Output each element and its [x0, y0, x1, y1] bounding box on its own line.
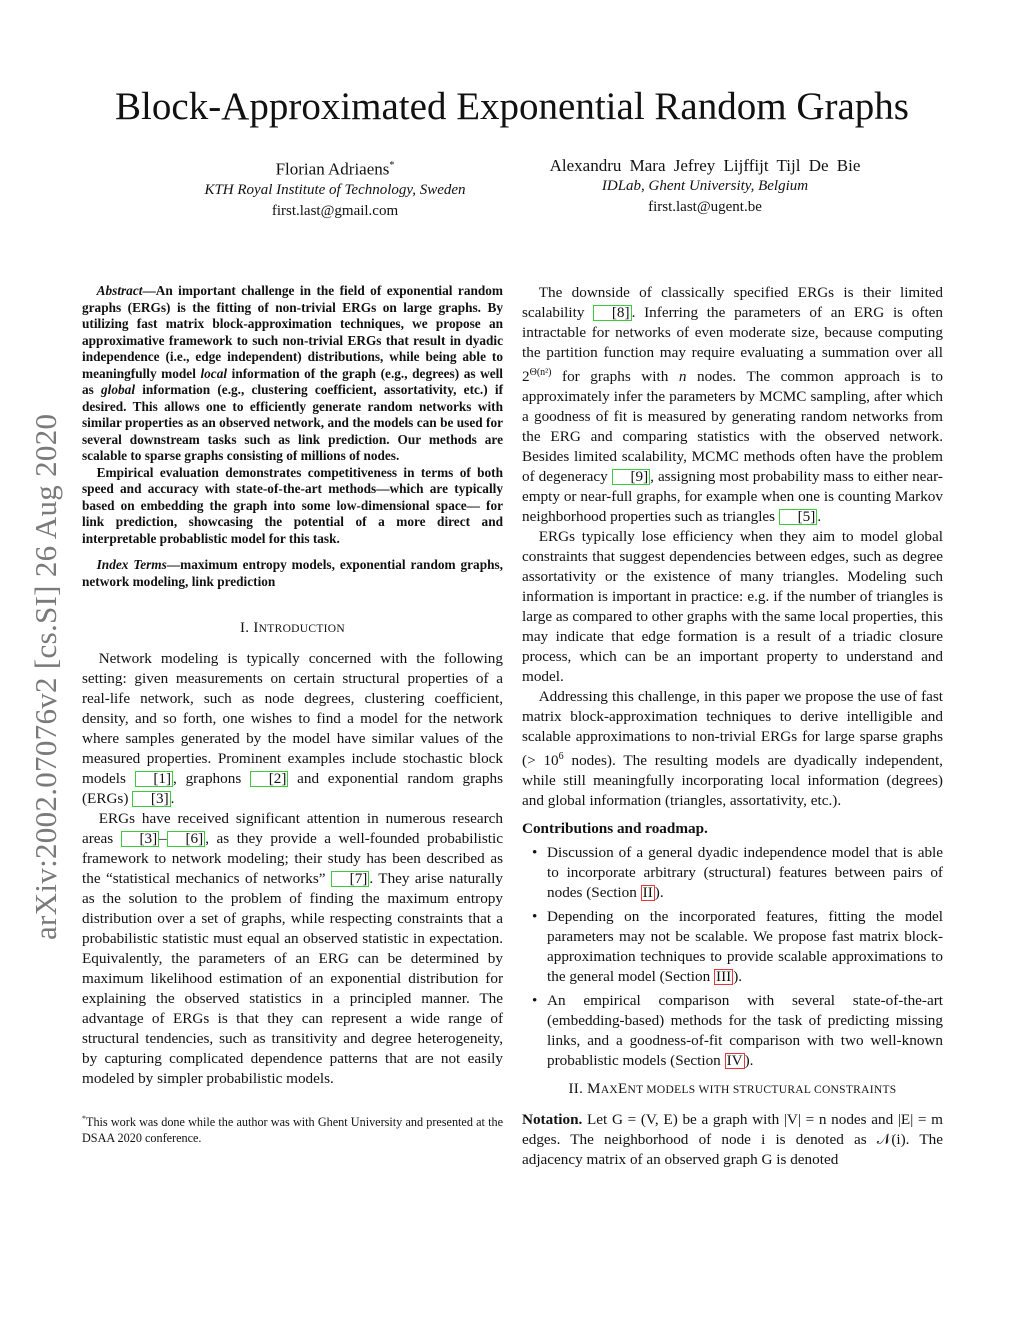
intro-paragraph-2: ERGs have received significant attention in numerous research areas [3] – [6] , as they provide a well-founded probabilistic framework to network modeling; their study has been described as the “statistical mechanics of networks” [7] . They arise naturally as the solution to the problem of finding the maximum entropy distribution over a set of graphs, while respecting constraints that a probabilistic statistic must equal an observed statistic in expectation. Equivalently, the parameters of an ERG can be determined by maximum likelihood estimation of an exponential distribution for explaining the observed statistics in a principled manner. The advantage of ERGs is that they can represent a wide range of structural tendencies, such as transitivity and degree heterogeneity, by capturing complicated dependence patterns that are not easily modeled by simpler probabilistic models. [82, 810, 503, 1087]
paper-title: Block-Approximated Exponential Random Graphs [115, 85, 909, 128]
list-item: • Depending on the incorporated features, fitting the model parameters may not be scalable. We propose fast matrix block-approximation techniques to provide scalable approximations to the general model (Section III ). [522, 907, 943, 987]
section-link[interactable]: IV [726, 1052, 743, 1070]
paragraph-global-constraints: ERGs typically lose efficiency when they aim to model global constraints that suggest dependencies between edges, such as degree assortativity or the existence of many triangles. Modeling such information is important in practice: e.g. if the number of triangles is large as compared to other graphs with the same local properties, this may indicate that edge formation is a result of a triadic closure process, which can be an important property to understand and model. [522, 528, 943, 686]
citation-link[interactable]: [3] [121, 831, 159, 847]
arxiv-side-label: arXiv:2002.07076v2 [cs.SI] 26 Aug 2020 [28, 413, 63, 940]
author-affiliation: KTH Royal Institute of Technology, Sweden [204, 181, 466, 198]
section-link[interactable]: III [716, 968, 732, 986]
citation-link[interactable]: [8] [593, 305, 631, 321]
author-affiliation: IDLab, Ghent University, Belgium [601, 178, 809, 194]
section-link[interactable]: II [642, 884, 653, 902]
citation-link[interactable]: [2] [250, 771, 288, 787]
citation-link[interactable]: [1] [135, 771, 173, 787]
abstract: Abstract—An important challenge in the field of exponential random graphs (ERGs) is the fitting of non-trivial ERGs on large graphs. By utilizing fast matrix block-approximation techniques, we propose an approximative framework to such non-trivial ERGs that result in dyadic independence (i.e., edge independent) distributions, while being able to meaningfully model local information of the graph (e.g., degrees) as well as global information (e.g., clustering coefficient, assortativity, etc.) if desired. This allows one to efficiently generate random networks with similar properties as an observed network, and the models can be used for several downstream tasks such as link prediction. Our methods are scalable to sparse graphs consisting of millions of nodes. [82, 283, 503, 463]
citation-link[interactable]: [3] [132, 791, 170, 807]
citation-link[interactable]: [7] [331, 871, 369, 887]
citation-link[interactable]: [5] [779, 509, 817, 525]
right-column [522, 283, 943, 1170]
author-email: first.last@ugent.be [648, 199, 762, 215]
section-heading-introduction: I. INTRODUCTION [239, 620, 346, 636]
section-heading-maxent: II. MAXENT MODELS WITH STRUCTURAL CONSTRAINTS [568, 1081, 897, 1098]
contributions-list [522, 843, 943, 1071]
author-block-1 [150, 155, 520, 222]
citation-link[interactable]: [6] [167, 831, 205, 847]
left-column [82, 283, 503, 1146]
author-mark: * [389, 160, 395, 171]
footnote: *This work was done while the author was with Ghent University and presented at the DSAA 2020 conference. [82, 1114, 503, 1145]
citation-link[interactable]: [9] [612, 469, 650, 485]
list-item: • An empirical comparison with several state-of-the-art (embedding-based) methods for the task of predicting missing links, and a goodness-of-fit comparison with two well-known probablistic models (Section IV ). [522, 991, 943, 1071]
paragraph-approach: Addressing this challenge, in this paper we propose the use of fast matrix block-approximation techniques to derive intelligible and scalable approximations to non-trivial ERGs for large sparse graphs (> $10^6$ nodes). The resulting models are dyadically independent, while still meaningfully incorporating local information (degrees) and global information (triangles, assortativity, etc.). [522, 688, 943, 810]
intro-paragraph-1: Network modeling is typically concerned with the following setting: given measurements on certain structural properties of a real-life network, such as node degrees, clustering coefficient, density, and so forth, one wishes to find a model for the network where samples generated by the model have similar values of the measured properties. Prominent examples include stochastic block models [1] , graphons [2] and exponential random graphs (ERGs) [3] . [82, 650, 503, 807]
paragraph-scalability: The downside of classically specified ERGs is their limited scalability [8] . Inferring the parameters of an ERG is often intractable for networks of even moderate size, because computing the partition function may require evaluating a summation over all $2^{\Theta(n^2)}$ for graphs with n nodes. The common approach is to approximately infer the parameters by MCMC sampling, after which a goodness of fit is measured by generating random networks from the ERG and comparing statistics with the observed network. Besides limited scalability, MCMC methods often have the problem of degeneracy [9] , assigning most probability mass to either near-empty or near-full graphs, for example when one is counting Markov neighborhood properties such as triangles [5] . [522, 284, 944, 526]
notation-paragraph: Notation. Let G = (V, E) be a graph with |V| = n nodes and |E| = m edges. The neighborhood of node i is denoted as 𝒩(i). The adjacency matrix of an observed graph G is denoted [522, 1111, 943, 1169]
author-block-2 [525, 155, 885, 218]
abstract-lead: Abstract [96, 283, 143, 298]
contributions-heading: Contributions and roadmap. [522, 820, 708, 838]
author-email: first.last@gmail.com [271, 202, 399, 219]
index-terms: Index Terms—maximum entropy models, exponential random graphs, network modeling, link prediction [82, 557, 503, 589]
list-item: • Discussion of a general dyadic independence model that is able to incorporate arbitrary (structural) features between pairs of nodes (Section II ). [522, 843, 943, 903]
author-names: Alexandru Mara Jefrey Lijffijt Tijl De Bie [549, 156, 861, 175]
author-name: Florian Adriaens [275, 159, 390, 179]
abstract-paragraph-2: Empirical evaluation demonstrates competitiveness in terms of both speed and accuracy with state-of-the-art methods—which are typically based on embedding the graph into some low-dimensional space— for link prediction, showcasing the potential of a more direct and interpretable probablistic model for this task. [82, 464, 503, 546]
